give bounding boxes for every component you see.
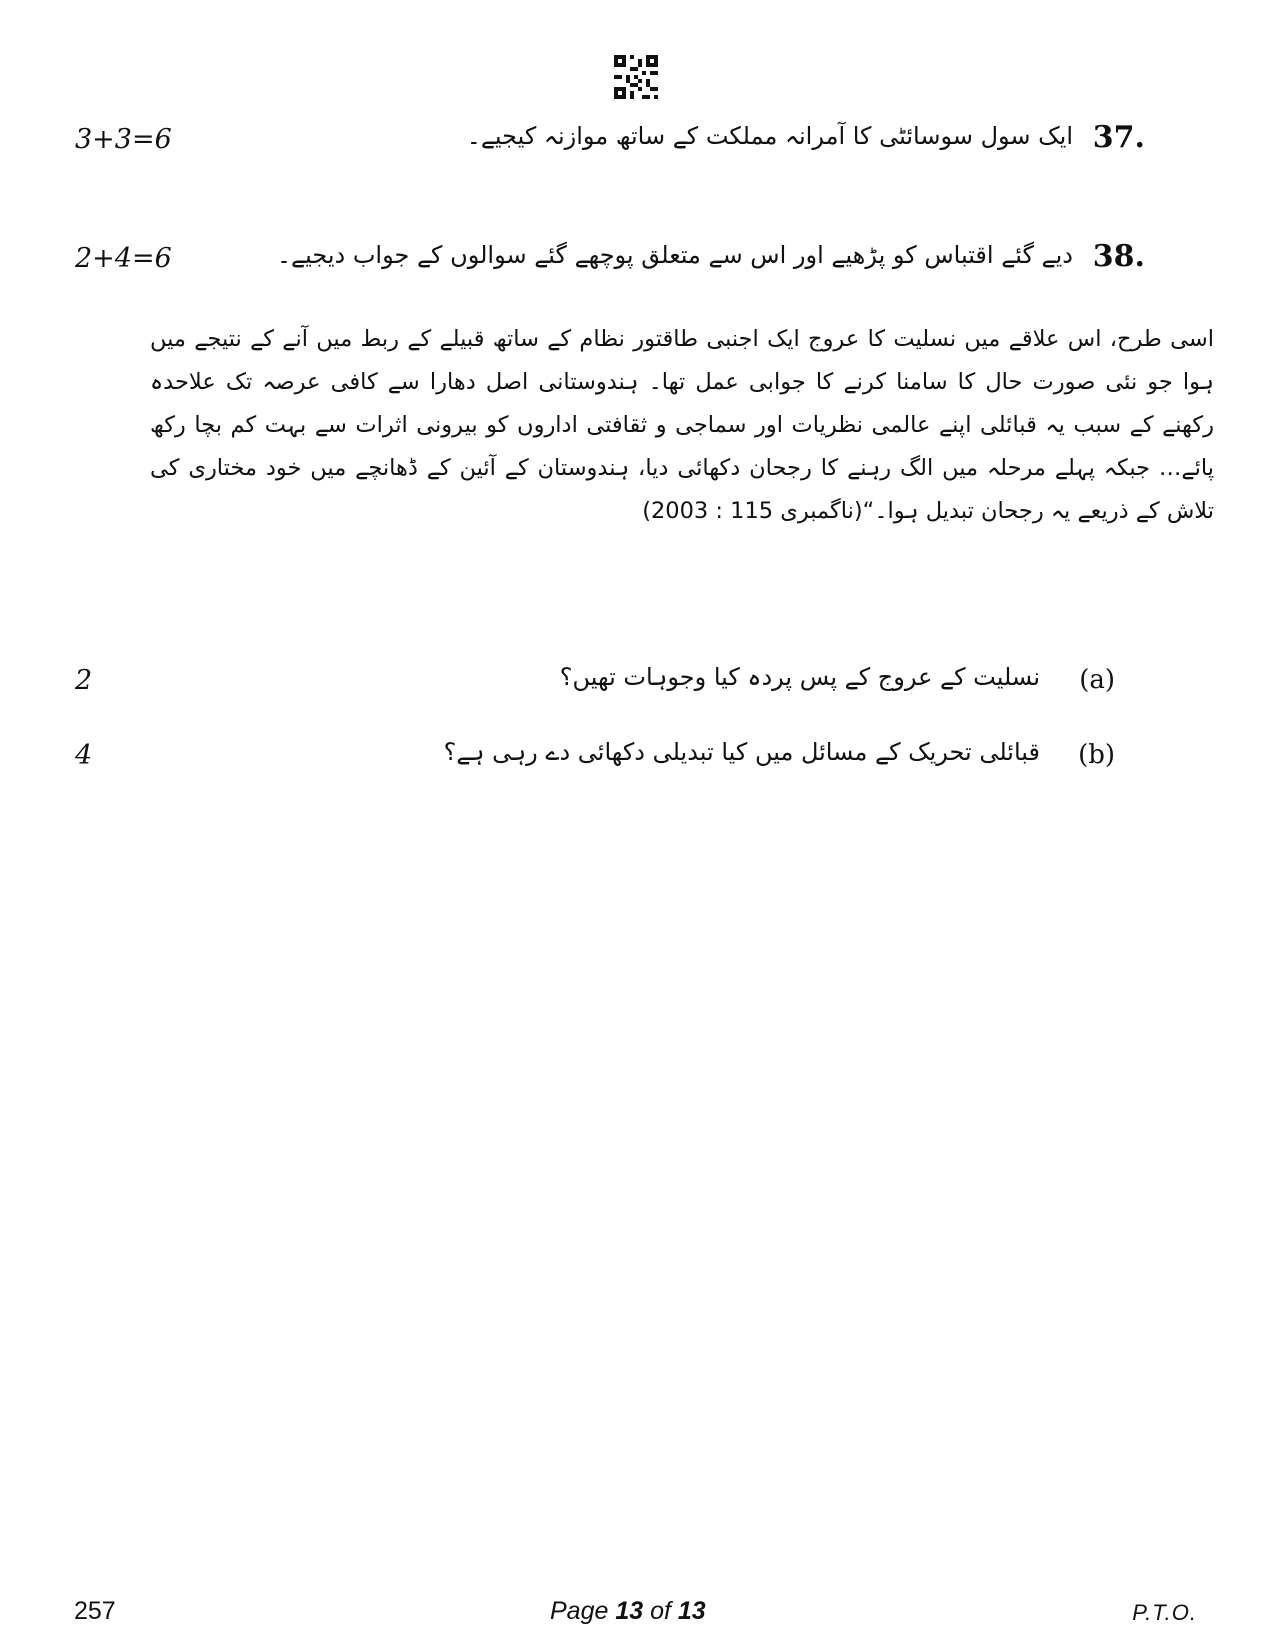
- question-number: 37.: [1092, 120, 1145, 155]
- subquestion-marks: 2: [75, 665, 93, 696]
- page-current: 13: [615, 1597, 644, 1625]
- pto-label: P.T.O.: [1132, 1600, 1197, 1625]
- question-text: دیے گئے اقتباس کو پڑھیے اور اس سے متعلق پوچھے گئے سوالوں کے جواب دیجیے۔: [276, 241, 1073, 269]
- question-marks: 3+3=6: [75, 124, 172, 155]
- question-number: 38.: [1092, 239, 1145, 274]
- page-indicator: [550, 1597, 706, 1626]
- page-of: of: [643, 1597, 678, 1625]
- paper-code: 257: [74, 1597, 116, 1625]
- subquestion-label: (b): [1078, 740, 1115, 770]
- subquestion-text: نسلیت کے عروج کے پس پردہ کیا وجوہات تھیں؟: [559, 663, 1040, 691]
- page-prefix: Page: [550, 1597, 616, 1625]
- qr-code-icon: [614, 55, 658, 99]
- subquestion-marks: 4: [75, 740, 93, 771]
- question-marks: 2+4=6: [75, 243, 172, 274]
- page-total: 13: [677, 1597, 706, 1625]
- subquestion-label: (a): [1079, 665, 1115, 695]
- passage-text: اسی طرح، اس علاقے میں نسلیت کا عروج ایک اجنبی طاقتور نظام کے ساتھ قبیلے کے ربط میں آنے کے نتیجے میں ہوا جو نئی صورت حال کا سامنا کرنے کا جوابی عمل تھا۔ ہندوستانی اصل دھارا سے کافی عرصہ تک علاحدہ رکھنے کے سبب یہ قبائلی اپنے عالمی نظریات اور سماجی و ثقافتی اداروں کو بیرونی اثرات سے بہت کم بچا رکھ پائے… جبکہ پہلے مرحلہ میں الگ رہنے کا رجحان دکھائی دیا، ہندوستان کے آئین کے ڈھانچے میں خود مختاری کی تلاش کے ذریعے یہ رجحان تبدیل ہوا۔“(ناگمبری 115 : 2003): [150, 326, 1214, 524]
- subquestion-text: قبائلی تحریک کے مسائل میں کیا تبدیلی دکھائی دے رہی ہے؟: [443, 738, 1040, 766]
- question-text: ایک سول سوسائٹی کا آمرانہ مملکت کے ساتھ موازنہ کیجیے۔: [466, 122, 1073, 150]
